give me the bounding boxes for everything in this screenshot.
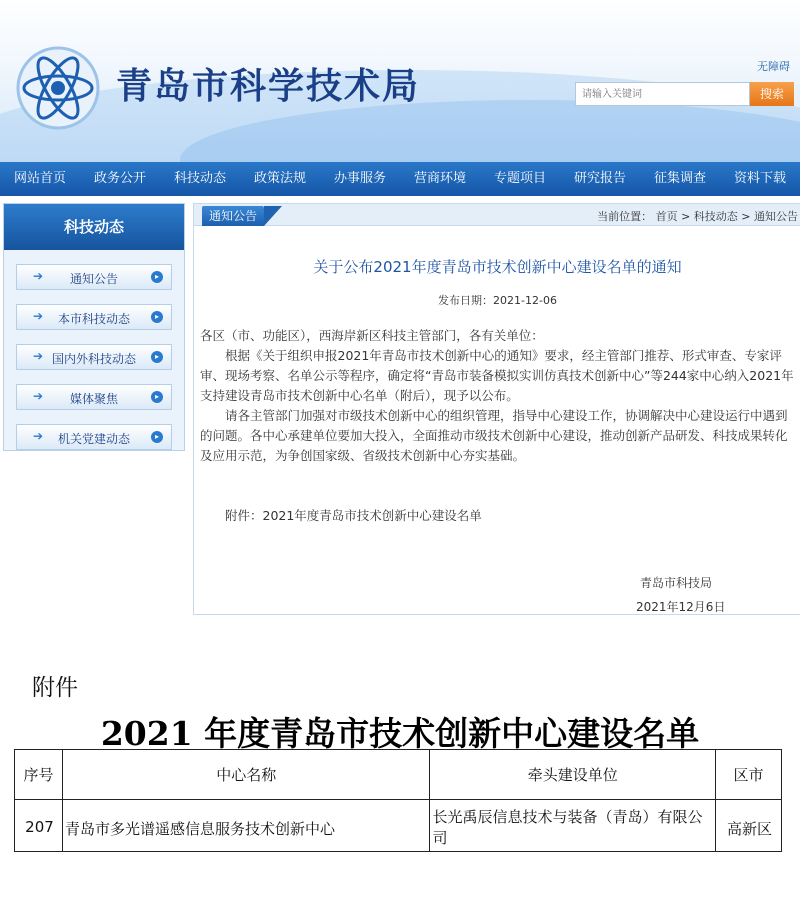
publish-date: 发布日期：2021-12-06 <box>438 294 557 307</box>
column-header: 牵头建设单位 <box>430 750 716 800</box>
sidebar-item-label: 国内外科技动态 <box>51 352 136 366</box>
sidebar-title: 科技动态 <box>4 204 184 250</box>
sidebar-item-local-news[interactable] <box>16 304 172 330</box>
sidebar-item-media[interactable] <box>16 384 172 410</box>
nav-item-policy[interactable]: 政策法规 <box>253 171 306 186</box>
tab-decoration <box>264 206 282 226</box>
site-title[interactable]: 青岛市科学技术局 <box>116 66 421 107</box>
nav-item-gov-affairs[interactable]: 政务公开 <box>93 171 146 186</box>
signature: 青岛市科技局 <box>640 576 713 590</box>
accessibility-link[interactable]: 无障碍 <box>757 60 790 73</box>
sidebar-item-label: 通知公告 <box>69 272 118 286</box>
sidebar-item-label: 媒体聚焦 <box>69 392 118 406</box>
sidebar-item-label: 机关党建动态 <box>57 432 130 446</box>
article-paragraph: 根据《关于组织申报2021年青岛市技术创新中心的通知》要求，经主管部门推荐、形式审查、专家评审、现场考察、名单公示等程序，确定将“青岛市装备模拟实训仿真技术创新中心”等244家中心纳入2021年支持建设青岛市技术创新中心名单（附后），现予以公布。 <box>200 348 794 403</box>
sidebar-item-party-building[interactable] <box>16 424 172 450</box>
sidebar-item-label: 本市科技动态 <box>57 312 130 326</box>
nav-item-services[interactable]: 办事服务 <box>333 171 386 186</box>
sign-date: 2021年12月6日 <box>636 600 726 614</box>
nav-item-sci-news[interactable]: 科技动态 <box>173 171 226 186</box>
nav-item-survey[interactable]: 征集调查 <box>653 171 706 186</box>
attachment-label: 附件 <box>32 675 78 701</box>
site-header <box>0 0 800 162</box>
table-header-row <box>15 750 782 800</box>
nav-item-business-env[interactable]: 营商环境 <box>413 171 466 186</box>
column-header: 区市 <box>716 750 782 800</box>
sidebar-item-notices[interactable] <box>16 264 172 290</box>
cell-center-name: 青岛市多光谱遥感信息服务技术创新中心 <box>62 800 429 852</box>
breadcrumb[interactable]: 当前位置： 首页 > 科技动态 > 通知公告 <box>597 210 798 223</box>
cell-number: 207 <box>15 800 63 852</box>
chevron-right-icon: ▸ <box>151 271 163 283</box>
column-header: 中心名称 <box>62 750 429 800</box>
arrow-right-icon: ➔ <box>33 389 44 403</box>
nav-item-projects[interactable]: 专题项目 <box>493 171 546 186</box>
arrow-right-icon: ➔ <box>33 349 44 363</box>
panel-header <box>194 204 800 226</box>
article-salutation: 各区（市、功能区），西海岸新区科技主管部门，各有关单位： <box>200 328 544 343</box>
sidebar-item-global-news[interactable] <box>16 344 172 370</box>
attachment-table <box>14 749 782 852</box>
article-panel <box>193 203 800 615</box>
column-header: 序号 <box>15 750 63 800</box>
atom-logo-icon[interactable] <box>14 44 102 132</box>
table-row <box>15 800 782 852</box>
nav-item-reports[interactable]: 研究报告 <box>573 171 626 186</box>
chevron-right-icon: ▸ <box>151 351 163 363</box>
attachment-title: 2021 年度青岛市技术创新中心建设名单 <box>100 714 700 753</box>
search-button[interactable]: 搜索 <box>750 82 794 106</box>
tab-notices[interactable]: 通知公告 <box>202 206 264 226</box>
nav-item-home[interactable]: 网站首页 <box>13 171 66 186</box>
arrow-right-icon: ➔ <box>33 269 44 283</box>
article-paragraph: 请各主管部门加强对市级技术创新中心的组织管理，指导中心建设工作，协调解决中心建设运行中遇到的问题。各中心承建单位要加大投入，全面推动市级技术创新中心建设，推动创新产品研发、科技成果转化及应用示范，为争创国家级、省级技术创新中心夯实基础。 <box>200 408 788 463</box>
article-title: 关于公布2021年度青岛市技术创新中心建设名单的通知 <box>313 258 682 276</box>
arrow-right-icon: ➔ <box>33 309 44 323</box>
nav-item-downloads[interactable]: 资料下载 <box>733 171 786 186</box>
chevron-right-icon: ▸ <box>151 311 163 323</box>
chevron-right-icon: ▸ <box>151 391 163 403</box>
attachment-link[interactable]: 附件：2021年度青岛市技术创新中心建设名单 <box>225 508 482 523</box>
sidebar <box>3 203 185 451</box>
arrow-right-icon: ➔ <box>33 429 44 443</box>
cell-lead-unit: 长光禹辰信息技术与装备（青岛）有限公司 <box>430 800 716 852</box>
main-nav <box>0 162 800 196</box>
cell-district: 高新区 <box>716 800 782 852</box>
chevron-right-icon: ▸ <box>151 431 163 443</box>
search-input[interactable] <box>575 82 750 106</box>
